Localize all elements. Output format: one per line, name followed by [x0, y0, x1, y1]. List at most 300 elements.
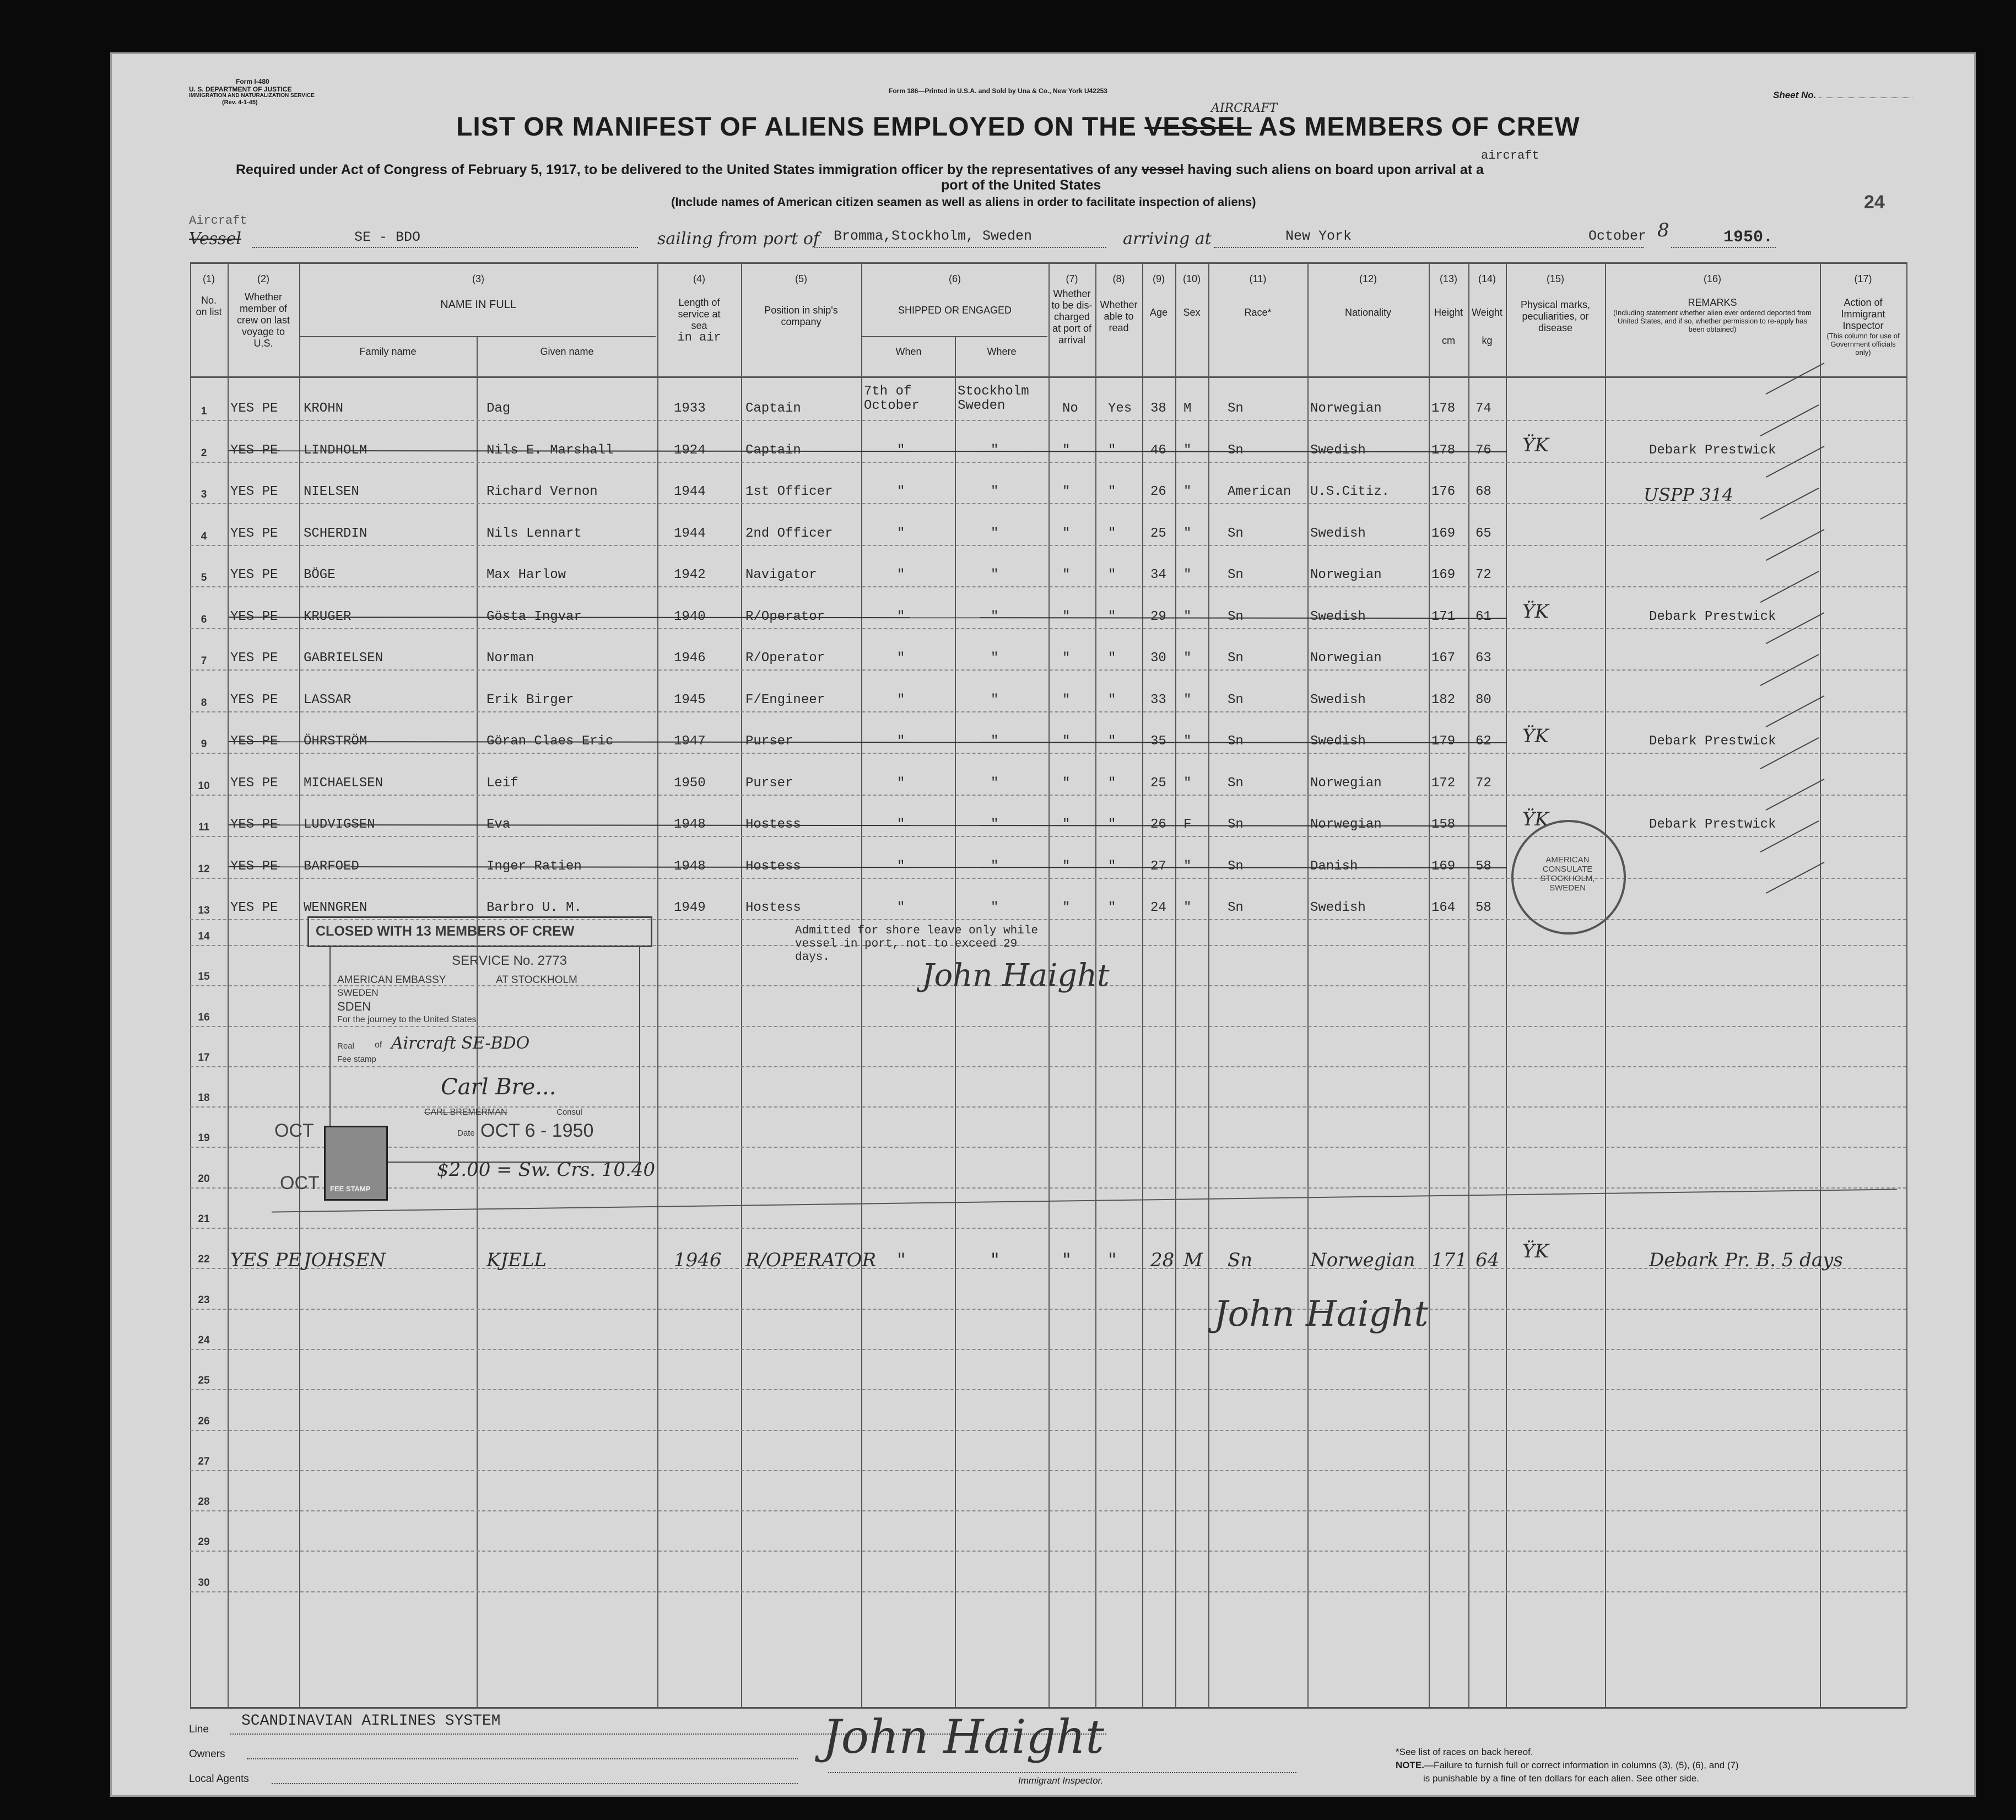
row-number: 25	[198, 1375, 210, 1387]
cell-family: GABRIELSEN	[304, 651, 383, 666]
date-day: 8	[1657, 219, 1669, 241]
row-number: 19	[198, 1132, 210, 1144]
cell-sex: "	[1183, 484, 1192, 499]
cell-read: "	[1108, 484, 1116, 499]
cell-family: MICHAELSEN	[304, 775, 383, 791]
owners-label: Owners	[189, 1748, 225, 1760]
cell-discharged: No	[1062, 401, 1078, 416]
row-number: 30	[198, 1576, 210, 1589]
row-number: 8	[201, 696, 207, 709]
arriving-underline	[1214, 247, 1644, 248]
year-underline	[1671, 247, 1776, 248]
cell-where: "	[991, 858, 999, 874]
vessel-insert-aircraft: Aircraft	[189, 214, 247, 228]
cell-where: "	[991, 1249, 999, 1272]
row-number: 16	[198, 1011, 210, 1023]
cell-family: ÖHRSTRÖM	[304, 734, 367, 749]
col10-header: (10) Sex	[1182, 273, 1201, 318]
cell-last: YES PE	[230, 484, 278, 499]
row-rule	[190, 753, 1906, 754]
row-rule	[190, 1551, 1906, 1552]
row-rule	[190, 1470, 1906, 1471]
cell-nationality: Norwegian	[1310, 817, 1382, 832]
row-number: 3	[201, 489, 207, 500]
cell-age: 38	[1150, 401, 1166, 416]
cell-age: 28	[1150, 1249, 1175, 1272]
requirement-line-3: (Include names of American citizen seamen as well as aliens in order to facilitate inspection of aliens)	[671, 195, 1256, 209]
name-subheader-line	[300, 336, 656, 337]
cell-given: KJELL	[487, 1249, 547, 1272]
cell-marks: ŸK	[1522, 808, 1549, 830]
cell-when: "	[897, 858, 905, 874]
cell-discharged: "	[1062, 568, 1071, 582]
cell-sex: "	[1183, 526, 1192, 541]
cell-read: "	[1108, 858, 1116, 874]
cell-race: Sn	[1228, 858, 1244, 874]
cell-read: Yes	[1108, 401, 1132, 416]
year-value: 1950.	[1723, 228, 1774, 247]
cell-given: Norman	[487, 651, 534, 666]
inspector-label: Immigrant Inspector.	[1018, 1775, 1104, 1786]
cell-last: YES PE	[230, 692, 278, 708]
cell-nationality: Swedish	[1310, 734, 1366, 749]
cell-service: 1948	[674, 858, 706, 874]
row-number: 5	[201, 572, 207, 584]
row-number: 22	[198, 1254, 210, 1266]
cell-age: 26	[1150, 484, 1166, 499]
vessel-label: Vessel	[189, 229, 241, 249]
note-races: *See list of races on back hereof.	[1396, 1747, 1533, 1757]
row-rule	[190, 1187, 1906, 1189]
cell-read: "	[1108, 817, 1116, 832]
cell-remarks: Debark Prestwick	[1649, 817, 1776, 832]
arriving-label: arriving at	[1123, 229, 1212, 249]
cell-sex: M	[1183, 401, 1192, 416]
cell-race: Sn	[1228, 442, 1244, 458]
col7-header: (7) Whether to be dis-charged at port of arrival	[1051, 273, 1093, 345]
col8-header: (8) Whether able to read	[1100, 273, 1138, 333]
cell-when: "	[897, 1249, 906, 1272]
sailing-label: sailing from port of	[657, 229, 819, 249]
cell-nationality: Norwegian	[1310, 651, 1382, 666]
cell-where: "	[991, 442, 999, 458]
closed-stamp: CLOSED WITH 13 MEMBERS OF CREW	[307, 916, 652, 947]
cell-height: 178	[1431, 442, 1456, 458]
row-number: 7	[201, 655, 207, 667]
cell-service: 1933	[674, 401, 706, 416]
cell-age: 30	[1150, 651, 1166, 666]
cell-height: 171	[1431, 609, 1456, 624]
cell-family: JOHSEN	[304, 1249, 386, 1272]
cell-where: "	[991, 609, 999, 624]
cell-age: 26	[1150, 817, 1166, 832]
cell-weight: 65	[1475, 526, 1491, 541]
cell-age: 46	[1150, 442, 1166, 458]
cell-nationality: Norwegian	[1310, 1249, 1415, 1272]
cell-where: "	[991, 484, 999, 499]
vessel-underline	[252, 247, 638, 248]
cell-where: "	[991, 568, 999, 582]
cell-nationality: Norwegian	[1310, 401, 1382, 416]
cell-position: R/OPERATOR	[745, 1249, 877, 1272]
cell-read: "	[1108, 609, 1116, 624]
cell-read: "	[1108, 526, 1116, 541]
cell-where: "	[991, 651, 999, 666]
cell-nationality: Danish	[1310, 858, 1358, 874]
cell-sex: "	[1183, 775, 1192, 791]
cell-age: 25	[1150, 526, 1166, 541]
cell-where: "	[991, 900, 999, 915]
cell-nationality: Swedish	[1310, 609, 1366, 624]
cell-given: Nils E. Marshall	[487, 442, 614, 458]
cell-given: Nils Lennart	[487, 526, 582, 541]
form-number: Form I-480	[236, 78, 269, 85]
row-rule	[190, 1349, 1906, 1350]
row-number: 21	[198, 1213, 210, 1225]
cell-position: Navigator	[745, 568, 817, 582]
cell-service: 1924	[674, 442, 706, 458]
cell-race: Sn	[1228, 817, 1244, 832]
cell-discharged: "	[1062, 609, 1071, 624]
cell-weight: 64	[1475, 1249, 1500, 1272]
cell-height: 169	[1431, 858, 1456, 874]
cell-remarks: USPP 314	[1644, 484, 1734, 505]
row-rule	[190, 420, 1906, 421]
col6-when-header: When	[895, 346, 922, 357]
cell-weight: 58	[1475, 900, 1491, 915]
cell-discharged: "	[1062, 900, 1071, 915]
cell-when: "	[897, 817, 905, 832]
cell-when: "	[897, 900, 905, 915]
cell-height: 171	[1431, 1249, 1467, 1272]
cell-family: KROHN	[304, 401, 344, 416]
col5-header: (5) Position in ship's company	[764, 273, 838, 327]
row-number: 27	[198, 1455, 210, 1467]
cell-position: Hostess	[745, 858, 801, 874]
cell-age: 29	[1150, 609, 1166, 624]
cell-position: Hostess	[745, 817, 801, 832]
req-insert-aircraft: aircraft	[1481, 149, 1539, 163]
col3-given-header: Given name	[540, 346, 594, 357]
cell-service: 1944	[674, 526, 706, 541]
cell-read: "	[1108, 692, 1116, 708]
row-number: 28	[198, 1496, 210, 1508]
row-number: 1	[201, 406, 207, 417]
fee-note: $2.00 = Sw. Crs. 10.40	[437, 1159, 656, 1181]
service-name: IMMIGRATION AND NATURALIZATION SERVICE	[189, 93, 315, 99]
col15-header: (15) Physical marks, peculiarities, or disease	[1520, 273, 1591, 333]
cell-when: "	[897, 609, 905, 624]
cell-race: Sn	[1228, 568, 1244, 582]
col13-header: (13) Height cm	[1434, 273, 1463, 346]
cell-family: NIELSEN	[304, 484, 359, 499]
col16-header: (16) REMARKS (Including statement whether alien ever ordered deported from United States, and if so, whether permission to re-apply has been obtained)	[1613, 273, 1812, 333]
cell-read: "	[1108, 442, 1116, 458]
row-rule	[190, 462, 1906, 463]
cell-remarks: Debark Prestwick	[1649, 609, 1776, 624]
col17-header: (17) Action of Immigrant Inspector (This column for use of Government officials only)	[1826, 273, 1900, 357]
vessel-value: SE - BDO	[354, 229, 421, 245]
cell-height: 176	[1431, 484, 1456, 499]
row-number: 2	[201, 447, 207, 459]
row-number: 12	[198, 863, 210, 875]
cell-last: YES PE	[230, 401, 278, 416]
row-rule	[190, 1309, 1906, 1310]
cell-position: R/Operator	[745, 651, 825, 666]
cell-height: 167	[1431, 651, 1456, 666]
cell-last: YES PE	[230, 568, 278, 582]
cell-nationality: Swedish	[1310, 442, 1366, 458]
col-border	[1906, 262, 1907, 1708]
cell-height: 179	[1431, 734, 1456, 749]
port-value: Bromma,Stockholm, Sweden	[834, 228, 1033, 244]
cell-age: 34	[1150, 568, 1166, 582]
row-number: 13	[198, 905, 210, 916]
cell-read: "	[1108, 900, 1116, 915]
cell-service: 1942	[674, 568, 706, 582]
cell-service: 1949	[674, 900, 706, 915]
row-rule	[190, 711, 1906, 712]
cell-service: 1940	[674, 609, 706, 624]
cell-position: F/Engineer	[745, 692, 825, 708]
title-struck-vessel: VESSEL	[1144, 112, 1252, 142]
row-rule	[190, 836, 1906, 837]
cell-family: KRUGER	[304, 609, 352, 624]
cell-height: 158	[1431, 817, 1456, 832]
cell-position: R/Operator	[745, 609, 825, 624]
cell-when: "	[897, 526, 905, 541]
cell-given: Göran Claes Eric	[487, 734, 614, 749]
row-rule	[190, 1510, 1906, 1511]
col6-where-header: Where	[987, 346, 1017, 357]
row-rule	[190, 878, 1906, 879]
cell-when: "	[897, 484, 905, 499]
cell-weight: 76	[1475, 442, 1491, 458]
cell-nationality: Norwegian	[1310, 568, 1382, 582]
cell-nationality: Swedish	[1310, 692, 1366, 708]
consulate-round-stamp: AMERICAN CONSULATE STOCKHOLM, SWEDEN	[1511, 820, 1626, 935]
oct-stamp-left: OCT	[274, 1120, 314, 1141]
row-rule	[190, 545, 1906, 546]
cell-position: Purser	[745, 775, 793, 791]
cell-discharged: "	[1062, 526, 1071, 541]
embassy-stamp: SERVICE No. 2773 AMERICAN EMBASSY AT STOCKHOLM SWEDEN SDEN For the journey to the United States Real of Aircraft SE-BDO Fee stamp Carl Bre... CARL BREMERMAN Consul Date OCT 6 - 1950	[329, 946, 640, 1163]
row-number: 10	[198, 780, 210, 792]
cell-race: Sn	[1228, 651, 1244, 666]
col3-family-header: Family name	[359, 346, 417, 357]
cell-race: Sn	[1228, 900, 1244, 915]
row-number: 29	[198, 1536, 210, 1548]
cell-height: 178	[1431, 401, 1456, 416]
cell-read: "	[1108, 1249, 1117, 1272]
cell-service: 1946	[674, 651, 706, 666]
cell-last: YES PE	[230, 1249, 302, 1272]
cell-position: 1st Officer	[745, 484, 833, 499]
cell-nationality: Swedish	[1310, 900, 1366, 915]
cell-discharged: "	[1062, 817, 1071, 832]
cell-last: YES PE	[230, 442, 278, 458]
row-rule	[190, 795, 1906, 796]
cell-service: 1950	[674, 775, 706, 791]
cell-marks: ŸK	[1522, 434, 1549, 456]
cell-where: "	[991, 734, 999, 749]
cell-weight: 80	[1475, 692, 1491, 708]
requirement-line-1: Required under Act of Congress of February 5, 1917, to be delivered to the United States immigration officer by the representatives of any vessel having such aliens on board upon arrival at a	[236, 162, 1484, 177]
cell-age: 27	[1150, 858, 1166, 874]
col-border	[955, 336, 956, 1708]
line-value: SCANDINAVIAN AIRLINES SYSTEM	[241, 1713, 501, 1730]
row-rule	[190, 1389, 1906, 1390]
cell-where: "	[991, 526, 999, 541]
cell-height: 164	[1431, 900, 1456, 915]
cell-where: "	[991, 775, 999, 791]
cell-height: 169	[1431, 568, 1456, 582]
cell-family: SCHERDIN	[304, 526, 367, 541]
note: NOTE.—Failure to furnish full or correct information in columns (3), (5), (6), and (7)	[1396, 1760, 1739, 1770]
cell-last: YES PE	[230, 526, 278, 541]
cell-read: "	[1108, 775, 1116, 791]
printer-line: Form 186—Printed in U.S.A. and Sold by Una & Co., New York U42253	[889, 87, 1107, 95]
row-number: 14	[198, 930, 210, 942]
cell-service: 1948	[674, 817, 706, 832]
cell-position: Captain	[745, 442, 801, 458]
cell-given: Inger Ratien	[487, 858, 582, 874]
cell-race: Sn	[1228, 526, 1244, 541]
cell-discharged: "	[1062, 692, 1071, 708]
cell-family: BÖGE	[304, 568, 336, 582]
row-number: 6	[201, 613, 207, 625]
col3-header: (3) NAME IN FULL	[440, 273, 516, 311]
cell-sex: "	[1183, 858, 1192, 874]
cell-last: YES PE	[230, 775, 278, 791]
department: U. S. DEPARTMENT OF JUSTICE	[189, 85, 292, 93]
row-number: 9	[201, 738, 207, 750]
cell-sex: "	[1183, 900, 1192, 915]
cell-service: 1946	[674, 1249, 722, 1272]
cell-weight: 63	[1475, 651, 1491, 666]
cell-discharged: "	[1062, 734, 1071, 749]
sheet-number-label: Sheet No.	[1773, 90, 1912, 101]
row-number: 17	[198, 1051, 210, 1063]
cell-discharged: "	[1062, 1249, 1071, 1272]
row-rule	[190, 586, 1906, 587]
cell-given: Barbro U. M.	[487, 900, 582, 915]
admitted-note: Admitted for shore leave only while vessel in port, not to exceed 29 days.	[795, 925, 1039, 964]
cell-given: Gösta Ingvar	[487, 609, 582, 624]
row-rule	[190, 628, 1906, 629]
cell-weight: 74	[1475, 401, 1491, 416]
cell-last: YES PE	[230, 858, 278, 874]
row-rule	[190, 669, 1906, 671]
cell-discharged: "	[1062, 775, 1071, 791]
col11-header: (11) Race*	[1244, 273, 1272, 318]
col1-header: (1) No. on list	[196, 273, 222, 317]
cell-read: "	[1108, 734, 1116, 749]
cell-sex: "	[1183, 651, 1192, 666]
cell-sex: "	[1183, 568, 1192, 582]
cell-race: Sn	[1228, 734, 1244, 749]
row-number: 4	[201, 530, 207, 542]
cell-race: Sn	[1228, 692, 1244, 708]
cell-when: "	[897, 692, 905, 708]
cell-given: Richard Vernon	[487, 484, 598, 499]
cell-when: "	[897, 775, 905, 791]
cell-when: "	[897, 734, 905, 749]
cell-weight: 72	[1475, 775, 1491, 791]
row-rule	[190, 1228, 1906, 1229]
cell-sex: "	[1183, 442, 1192, 458]
cell-given: Dag	[487, 401, 511, 416]
cell-family: WENNGREN	[304, 900, 367, 915]
cell-discharged: "	[1062, 651, 1071, 666]
cell-last: YES PE	[230, 900, 278, 915]
cell-discharged: "	[1062, 484, 1071, 499]
port-underline	[814, 247, 1106, 248]
row-rule	[190, 1430, 1906, 1431]
cell-sex: "	[1183, 692, 1192, 708]
cell-age: 25	[1150, 775, 1166, 791]
page-number: 24	[1864, 192, 1885, 213]
cell-when: "	[897, 651, 905, 666]
arriving-value: New York	[1285, 228, 1352, 244]
cell-position: 2nd Officer	[745, 526, 833, 541]
cell-family: BARFOED	[304, 858, 359, 874]
note-line-2: is punishable by a fine of ten dollars for each alien. See other side.	[1423, 1773, 1699, 1784]
row-number: 26	[198, 1415, 210, 1427]
manifest-sheet	[110, 52, 1976, 1797]
cell-given: Leif	[487, 775, 518, 791]
inspector-check-mark	[1766, 363, 1825, 395]
cell-when: "	[897, 568, 905, 582]
cell-given: Max Harlow	[487, 568, 566, 582]
cell-height: 172	[1431, 775, 1456, 791]
cell-read: "	[1108, 568, 1116, 582]
cell-remarks: Debark Prestwick	[1649, 442, 1776, 458]
cell-service: 1947	[674, 734, 706, 749]
oct-stamp-left-2: OCT	[280, 1173, 320, 1193]
row-number: 24	[198, 1334, 210, 1346]
cell-family: LINDHOLM	[304, 442, 367, 458]
row-rule	[190, 1591, 1906, 1592]
revision: (Rev. 4-1-45)	[222, 99, 258, 106]
row-number: 18	[198, 1092, 210, 1104]
cell-marks: ŸK	[1522, 725, 1549, 747]
row-number: 20	[198, 1173, 210, 1185]
cell-where: Stockholm Sweden	[958, 384, 1029, 413]
row-number: 15	[198, 971, 210, 983]
cell-weight: 68	[1475, 484, 1491, 499]
cell-given: Eva	[487, 817, 511, 832]
cancel-line	[272, 1189, 1897, 1212]
cell-remarks: Debark Prestwick	[1649, 734, 1776, 749]
cell-position: Hostess	[745, 900, 801, 915]
inspector-signature-row22: John Haight	[1214, 1294, 1429, 1335]
col6-header: (6) SHIPPED OR ENGAGED	[898, 273, 1012, 316]
cell-sex: F	[1183, 817, 1192, 832]
cell-discharged: "	[1062, 442, 1071, 458]
cell-read: "	[1108, 651, 1116, 666]
cell-weight: 72	[1475, 568, 1491, 582]
cell-discharged: "	[1062, 858, 1071, 874]
cell-service: 1945	[674, 692, 706, 708]
cell-race: Sn	[1228, 775, 1244, 791]
cell-race: Sn	[1228, 609, 1244, 624]
inspector-signature-footer: John Haight	[823, 1710, 1104, 1764]
cell-when: 7th of October	[864, 384, 920, 413]
line-label: Line	[189, 1724, 209, 1735]
inspector-signature-mid: John Haight	[922, 958, 1110, 993]
cell-where: "	[991, 692, 999, 708]
